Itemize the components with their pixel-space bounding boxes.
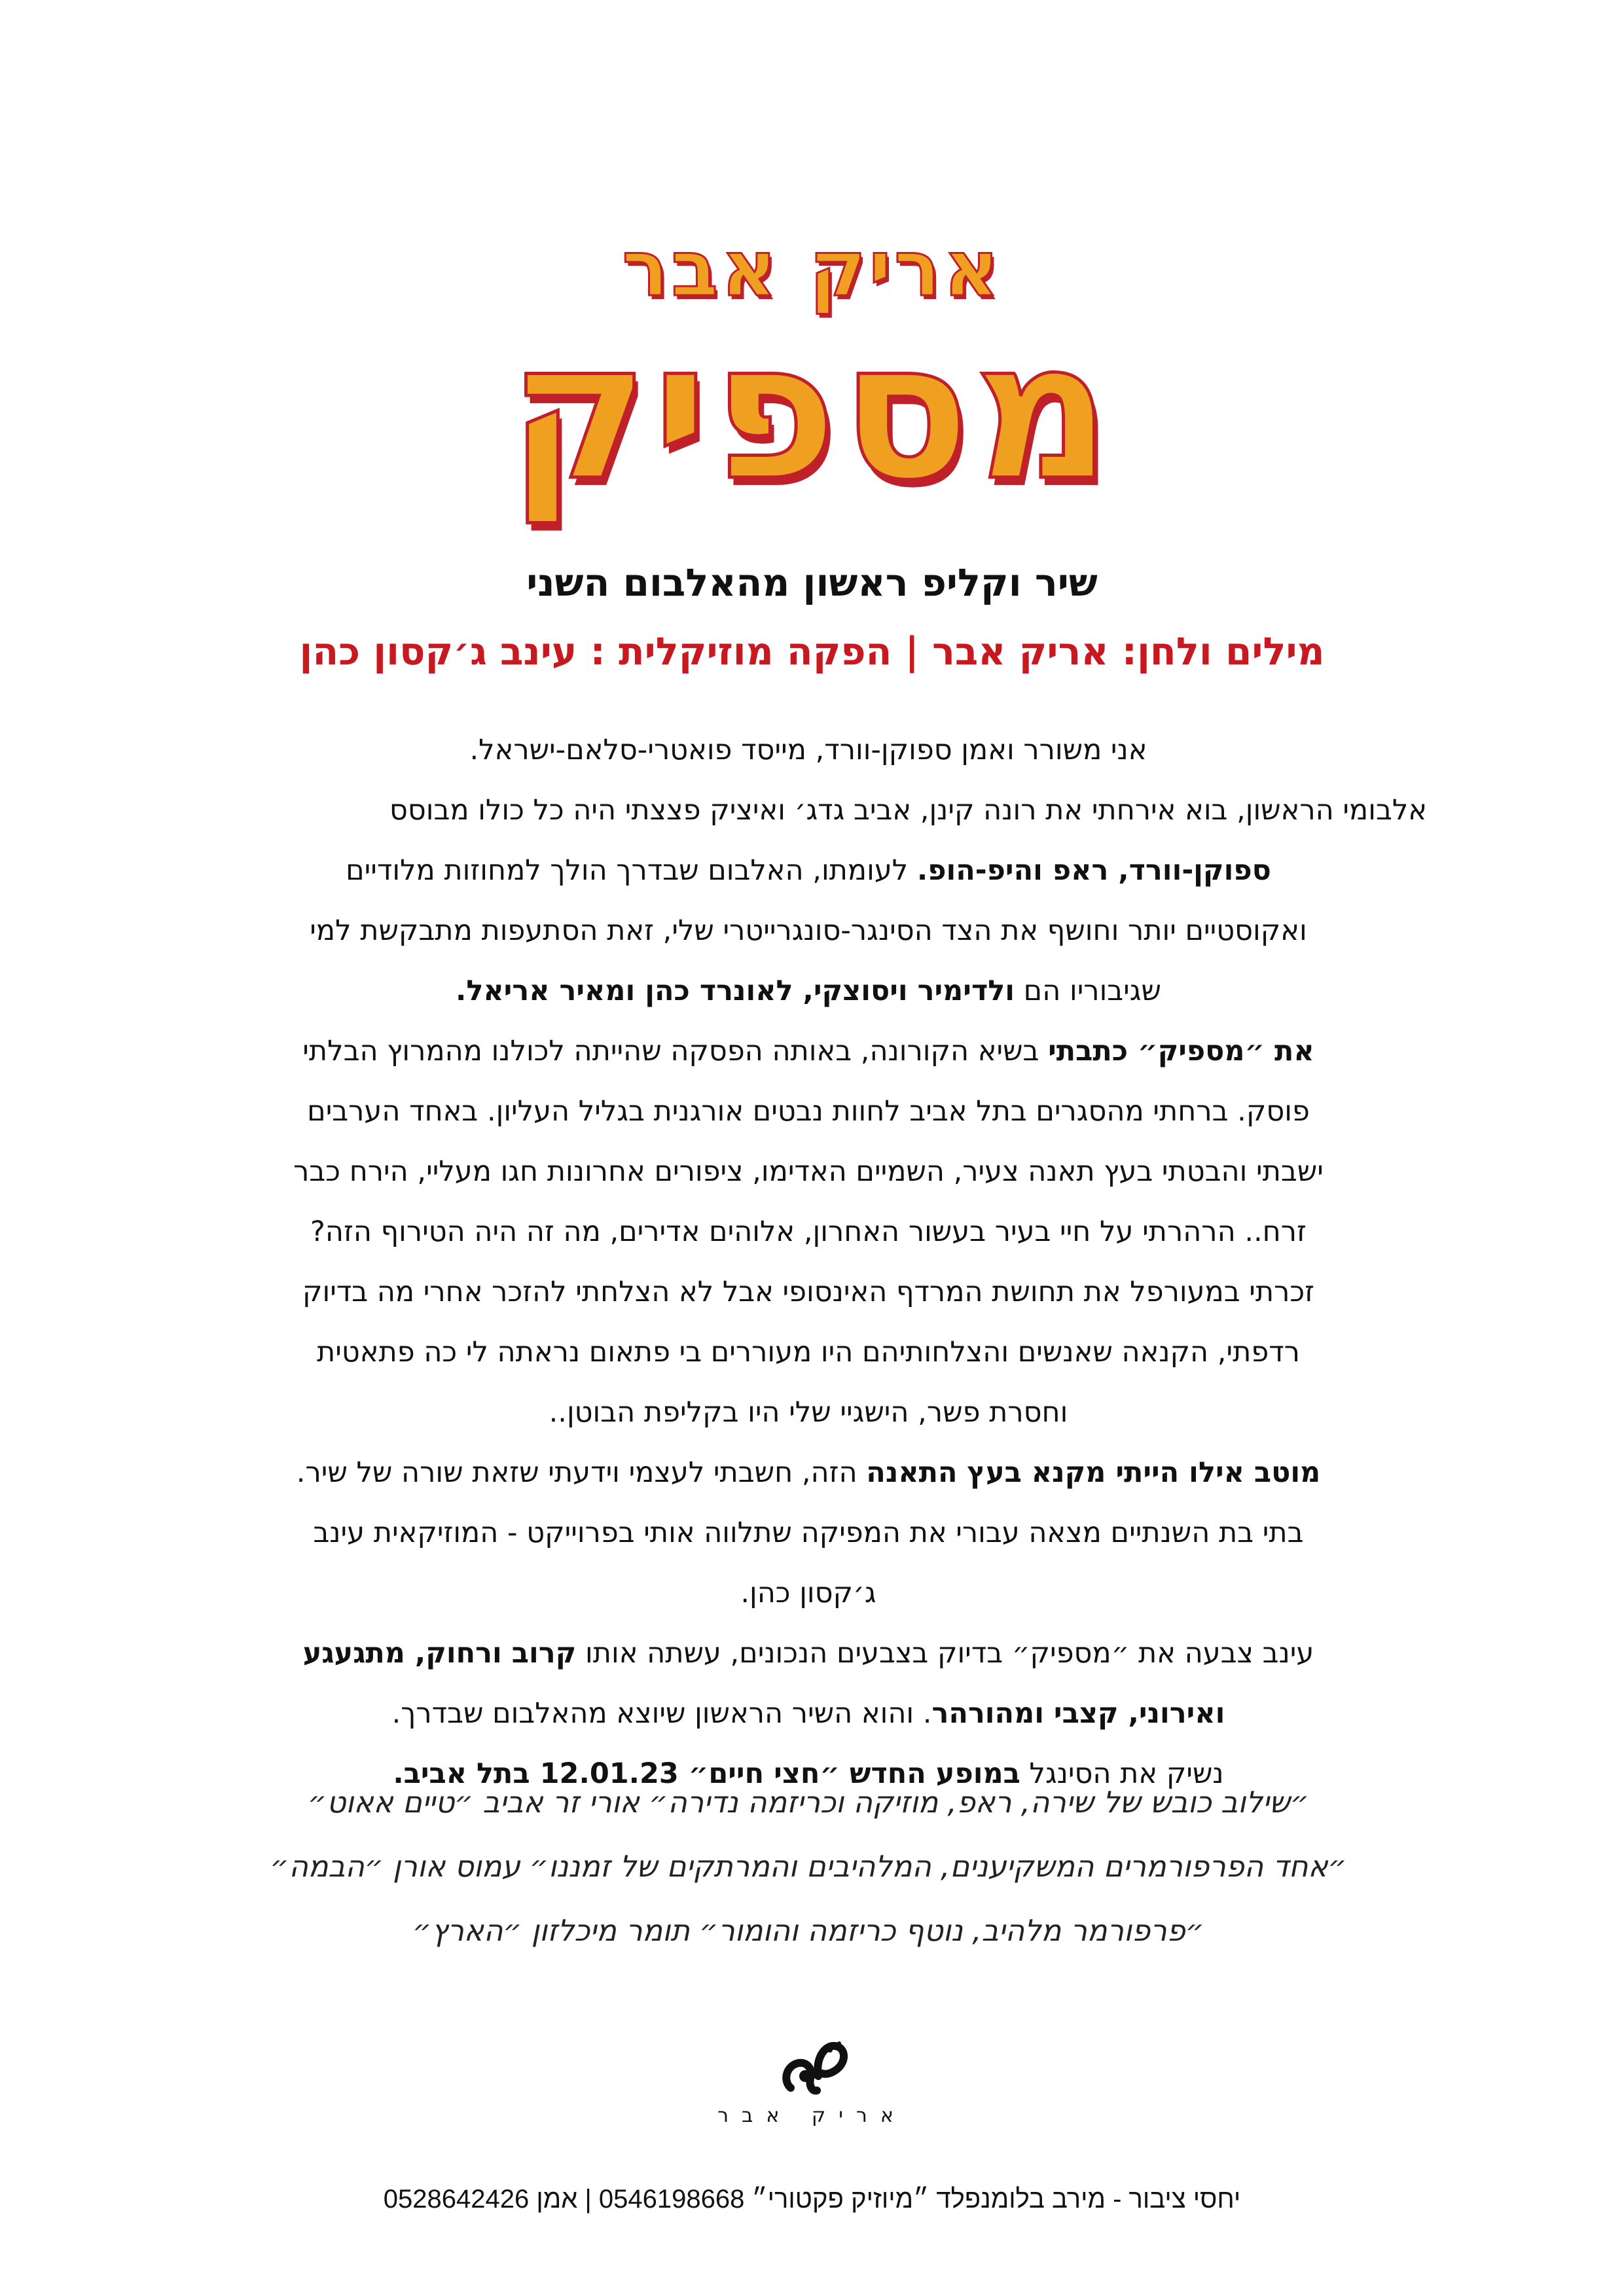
body-line	[190, 1683, 1427, 1744]
body-line: ישבתי והבטתי בעץ תאנה צעיר, השמיים האדימו, ציפורים אחרונות חגו מעליי, הירח כבר	[293, 1155, 1324, 1188]
body-text: שגיבוריו הם	[1015, 975, 1161, 1007]
body-text: . והוא השיר הראשון שיוצא מהאלבום שבדרך.	[391, 1697, 932, 1730]
release-subtitle: שיר וקליפ ראשון מהאלבום השני	[526, 560, 1098, 605]
body-line: רדפתי, הקנאה שאנשים והצלחותיהם היו מעוררים בי פתאום נראתה לי כה פתאטית	[317, 1336, 1300, 1369]
body-line: פוסק. ברחתי מהסגרים בתל אביב לחוות נבטים אורגנית בגליל העליון. באחד הערבים	[307, 1095, 1310, 1128]
body-bold: ספוקן-וורד, ראפ והיפ-הופ.	[916, 854, 1271, 887]
body-text: נשיק את הסינגל	[1020, 1757, 1224, 1790]
body-line: בתי בת השנתיים מצאה עבורי את המפיקה שתלווה אותי בפרוייקט - המוזיקאית עינב	[313, 1516, 1304, 1549]
body-line: אני משורר ואמן ספוקן-וורד, מייסד פואטרי-סלאם-ישראל.	[469, 734, 1147, 766]
body-line	[190, 1623, 1427, 1683]
body-bold: ולדימיר ויסוצקי, לאונרד כהן ומאיר אריאל.	[456, 975, 1015, 1007]
artist-name-logo: אריק אבר	[622, 223, 1002, 314]
body-text: בשיא הקורונה, באותה הפסקה שהייתה לכולנו מהמרוץ הבלתי	[302, 1035, 1049, 1067]
press-quote: ״שילוב כובש של שירה, ראפ, מוזיקה וכריזמה נדירה״ אורי זר אביב ״טיים אאוט״	[308, 1785, 1309, 1820]
body-bold: במופע החדש ״חצי חיים״ 12.01.23 בתל אביב.	[393, 1757, 1020, 1790]
pr-contact-footer: יחסי ציבור - מירב בלומנפלד ״מיוזיק פקטורי״ 0546198668 | אמן 0528642426	[383, 2185, 1241, 2214]
song-title-logo: מספיק	[509, 302, 1115, 522]
press-quote: ״אחד הפרפורמרים המשקיענים, המלהיבים והמרתקים של זמננו״ עמוס אורן ״הבמה״	[270, 1849, 1347, 1884]
body-bold: את ״מספיק״ כתבתי	[1048, 1035, 1314, 1067]
body-bold: קרוב ורחוק, מתגעגע	[302, 1637, 577, 1670]
body-bold: מוטב אילו הייתי מקנא בעץ התאנה	[866, 1456, 1321, 1489]
body-line	[190, 1443, 1427, 1503]
body-bold: ואירוני, קצבי ומהורהר	[931, 1697, 1225, 1730]
body-line	[190, 961, 1427, 1021]
body-line: ואקוסטיים יותר וחושף את הצד הסינגר-סונגרייטרי שלי, זאת הסתעפות מתבקשת למי	[310, 914, 1307, 947]
body-line: וחסרת פשר, הישגיי שלי היו בקליפת הבוטן..	[549, 1396, 1068, 1429]
body-line: אלבומי הראשון, בוא אירחתי את רונה קינן, אביב גדג׳ ואיציק פצצתי היה כל כולו מבוסס	[389, 794, 1427, 827]
press-quotes	[190, 1770, 1427, 1963]
logo-wordmark: אריק אבר	[717, 2104, 907, 2127]
press-quote: ״פרפורמר מלהיב, נוטף כריזמה והומור״ תומר מיכלזון ״הארץ״	[412, 1913, 1204, 1948]
body-text: הזה, חשבתי לעצמי וידעתי שזאת שורה של שיר.	[296, 1456, 867, 1489]
song-credits: מילים ולחן: אריק אבר | הפקה מוזיקלית : עינב ג׳קסון כהן	[299, 629, 1325, 673]
ae-monogram-icon	[779, 2036, 851, 2101]
body-line: זרח.. הרהרתי על חיי בעיר בעשור האחרון, אלוהים אדירים, מה זה היה הטירוף הזה?	[310, 1215, 1307, 1248]
body-text: עינב צבעה את ״מספיק״ בדיוק בצבעים הנכונים, עשתה אותו	[576, 1637, 1314, 1670]
body-line	[190, 840, 1427, 901]
body-text: לעומתו, האלבום שבדרך הולך למחוזות מלודיים	[346, 854, 917, 887]
press-body	[190, 720, 1427, 1804]
body-line	[190, 1021, 1427, 1081]
body-line: זכרתי במעורפל את תחושת המרדף האינסופי אבל לא הצלחתי להזכר אחרי מה בדיוק	[302, 1276, 1315, 1308]
body-line: ג׳קסון כהן.	[740, 1577, 876, 1609]
